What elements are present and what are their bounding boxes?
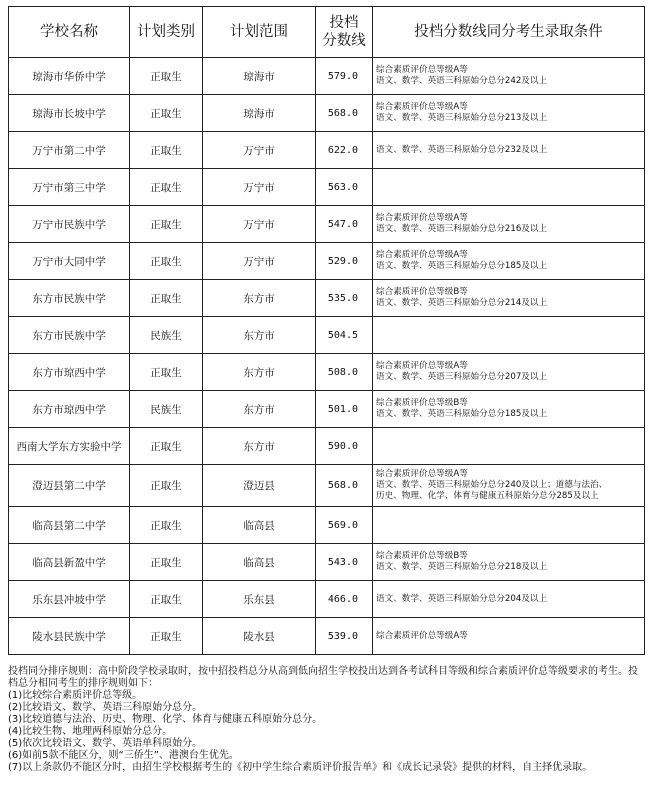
plan-scope-cell: 东方市 [203, 428, 316, 465]
plan-scope-cell: 陵水县 [203, 618, 316, 655]
notes-rule: (5)依次比较语文、数学、英语单科原始分。 [8, 738, 203, 749]
notes-intro: 投档同分排序规则：高中阶段学校录取时，按中招投档总分从高到低向招生学校投出达到各考试科目等级和综合素质评价总等级要求的考生。投档总分相同考生的排序规则如下： [8, 666, 638, 689]
school-name-cell: 西南大学东方实验中学 [9, 428, 130, 465]
header-row [9, 7, 645, 58]
score-line-cell: 568.0 [316, 95, 373, 132]
plan-type-cell: 正取生 [130, 243, 203, 280]
plan-scope-cell: 澄迈县 [203, 465, 316, 507]
condition-line: 语文、数学、英语三科原始分总分242及以上 [376, 76, 548, 86]
condition-line: 语文、数学、英语三科原始分总分232及以上 [376, 144, 548, 155]
school-name-cell: 万宁市第三中学 [9, 169, 130, 206]
school-name-cell: 琼海市长坡中学 [9, 95, 130, 132]
condition-line: 语文、数学、英语三科原始分总分204及以上 [376, 593, 548, 604]
header-conditions: 投档分数线同分考生录取条件 [373, 7, 645, 58]
plan-type-cell: 正取生 [130, 169, 203, 206]
notes-rule: (2)比较语文、数学、英语三科原始分总分。 [8, 702, 203, 713]
notes-rule: (1)比较综合素质评价总等级。 [8, 690, 143, 701]
plan-scope-cell: 万宁市 [203, 243, 316, 280]
score-line-cell: 466.0 [316, 581, 373, 618]
notes-rule: (7)以上条款仍不能区分时，由招生学校根据考生的《初中学生综合素质评价报告单》和《成长记录袋》提供的材料，自主择优录取。 [8, 762, 593, 773]
plan-scope-cell: 东方市 [203, 354, 316, 391]
school-name-cell: 万宁市大同中学 [9, 243, 130, 280]
plan-type-cell: 正取生 [130, 206, 203, 243]
school-name-cell: 临高县新盈中学 [9, 544, 130, 581]
plan-type-cell: 正取生 [130, 465, 203, 507]
condition-line: 综合素质评价总等级A等 [376, 250, 468, 260]
table-row [9, 206, 645, 243]
score-line-cell: 547.0 [316, 206, 373, 243]
plan-scope-cell: 临高县 [203, 544, 316, 581]
score-line-cell: 579.0 [316, 58, 373, 95]
table-row [9, 618, 645, 655]
conditions-cell [373, 618, 645, 655]
school-name-cell: 临高县第二中学 [9, 507, 130, 544]
table-row [9, 132, 645, 169]
table-row [9, 280, 645, 317]
condition-line: 语文、数学、英语三科原始分总分218及以上 [376, 562, 548, 572]
plan-type-cell: 民族生 [130, 391, 203, 428]
score-line-cell: 622.0 [316, 132, 373, 169]
conditions-cell [373, 391, 645, 428]
plan-scope-cell: 万宁市 [203, 206, 316, 243]
table-row [9, 354, 645, 391]
table-row [9, 544, 645, 581]
score-table [8, 6, 645, 655]
notes-rule: (6)如前5款不能区分，则“三侨生”、港澳台生优先。 [8, 750, 239, 761]
score-line-cell: 539.0 [316, 618, 373, 655]
conditions-cell [373, 465, 645, 507]
score-line-cell: 501.0 [316, 391, 373, 428]
school-name-cell: 陵水县民族中学 [9, 618, 130, 655]
conditions-cell [373, 132, 645, 169]
score-line-cell: 504.5 [316, 317, 373, 354]
header-score-line [316, 7, 373, 58]
conditions-cell [373, 95, 645, 132]
school-name-cell: 东方市民族中学 [9, 280, 130, 317]
condition-line: 语文、数学、英语三科原始分总分213及以上 [376, 113, 548, 123]
score-line-cell: 590.0 [316, 428, 373, 465]
plan-type-cell: 正取生 [130, 581, 203, 618]
notes-rule: (3)比较道德与法治、历史、物理、化学、体育与健康五科原始分总分。 [8, 714, 323, 725]
score-line-cell: 568.0 [316, 465, 373, 507]
score-line-cell: 508.0 [316, 354, 373, 391]
condition-line: 历史、物理、化学、体育与健康五科原始分总分285及以上 [376, 491, 599, 501]
conditions-cell [373, 507, 645, 544]
score-line-cell: 535.0 [316, 280, 373, 317]
plan-type-cell: 正取生 [130, 132, 203, 169]
condition-line: 语文、数学、英语三科原始分总分185及以上 [376, 261, 548, 271]
condition-line: 综合素质评价总等级B等 [376, 398, 468, 408]
conditions-cell [373, 280, 645, 317]
conditions-cell [373, 243, 645, 280]
plan-scope-cell: 乐东县 [203, 581, 316, 618]
table-row [9, 391, 645, 428]
ranking-rules-notes [8, 666, 644, 774]
plan-scope-cell: 东方市 [203, 317, 316, 354]
plan-scope-cell: 万宁市 [203, 132, 316, 169]
condition-line: 综合素质评价总等级B等 [376, 287, 468, 297]
plan-scope-cell: 万宁市 [203, 169, 316, 206]
plan-type-cell: 正取生 [130, 507, 203, 544]
header-score-line-1: 投档 [329, 15, 359, 31]
score-line-cell: 543.0 [316, 544, 373, 581]
header-score-line-2: 分数线 [322, 33, 366, 49]
school-name-cell: 万宁市第二中学 [9, 132, 130, 169]
plan-type-cell: 民族生 [130, 317, 203, 354]
plan-type-cell: 正取生 [130, 618, 203, 655]
score-line-cell: 569.0 [316, 507, 373, 544]
school-name-cell: 万宁市民族中学 [9, 206, 130, 243]
conditions-cell [373, 354, 645, 391]
admission-score-sheet [8, 6, 644, 655]
table-row [9, 465, 645, 507]
condition-line: 语文、数学、英语三科原始分总分185及以上 [376, 409, 548, 419]
header-plan-scope: 计划范围 [203, 7, 316, 58]
table-row [9, 95, 645, 132]
table-row [9, 317, 645, 354]
condition-line: 综合素质评价总等级B等 [376, 551, 468, 561]
school-name-cell: 澄迈县第二中学 [9, 465, 130, 507]
condition-line: 语文、数学、英语三科原始分总分216及以上 [376, 224, 548, 234]
condition-line: 综合素质评价总等级A等 [376, 65, 468, 75]
condition-line: 综合素质评价总等级A等 [376, 213, 468, 223]
notes-rule: (4)比较生物、地理两科原始分总分。 [8, 726, 173, 737]
plan-type-cell: 正取生 [130, 58, 203, 95]
plan-type-cell: 正取生 [130, 354, 203, 391]
score-line-cell: 563.0 [316, 169, 373, 206]
plan-type-cell: 正取生 [130, 544, 203, 581]
condition-line: 综合素质评价总等级A等 [376, 102, 468, 112]
school-name-cell: 乐东县冲坡中学 [9, 581, 130, 618]
condition-line: 语文、数学、英语三科原始分总分214及以上 [376, 298, 548, 308]
condition-line: 综合素质评价总等级A等 [376, 630, 468, 641]
header-school: 学校名称 [9, 7, 130, 58]
table-row [9, 58, 645, 95]
table-row [9, 507, 645, 544]
header-plan-type: 计划类别 [130, 7, 203, 58]
school-name-cell: 琼海市华侨中学 [9, 58, 130, 95]
table-row [9, 428, 645, 465]
school-name-cell: 东方市琼西中学 [9, 354, 130, 391]
plan-type-cell: 正取生 [130, 280, 203, 317]
condition-line: 综合素质评价总等级A等 [376, 469, 468, 479]
plan-type-cell: 正取生 [130, 428, 203, 465]
table-row [9, 243, 645, 280]
school-name-cell: 东方市民族中学 [9, 317, 130, 354]
conditions-cell [373, 544, 645, 581]
conditions-cell [373, 428, 645, 465]
plan-scope-cell: 琼海市 [203, 58, 316, 95]
condition-line: 综合素质评价总等级A等 [376, 361, 468, 371]
conditions-cell [373, 58, 645, 95]
condition-line: 语文、数学、英语三科原始分总分207及以上 [376, 372, 548, 382]
table-row [9, 169, 645, 206]
conditions-cell [373, 581, 645, 618]
conditions-cell [373, 317, 645, 354]
plan-scope-cell: 东方市 [203, 280, 316, 317]
plan-scope-cell: 临高县 [203, 507, 316, 544]
plan-scope-cell: 琼海市 [203, 95, 316, 132]
school-name-cell: 东方市琼西中学 [9, 391, 130, 428]
plan-type-cell: 正取生 [130, 95, 203, 132]
conditions-cell [373, 169, 645, 206]
condition-line: 语文、数学、英语三科原始分总分240及以上；道德与法治、 [376, 480, 608, 490]
table-row [9, 581, 645, 618]
score-line-cell: 529.0 [316, 243, 373, 280]
conditions-cell [373, 206, 645, 243]
plan-scope-cell: 东方市 [203, 391, 316, 428]
